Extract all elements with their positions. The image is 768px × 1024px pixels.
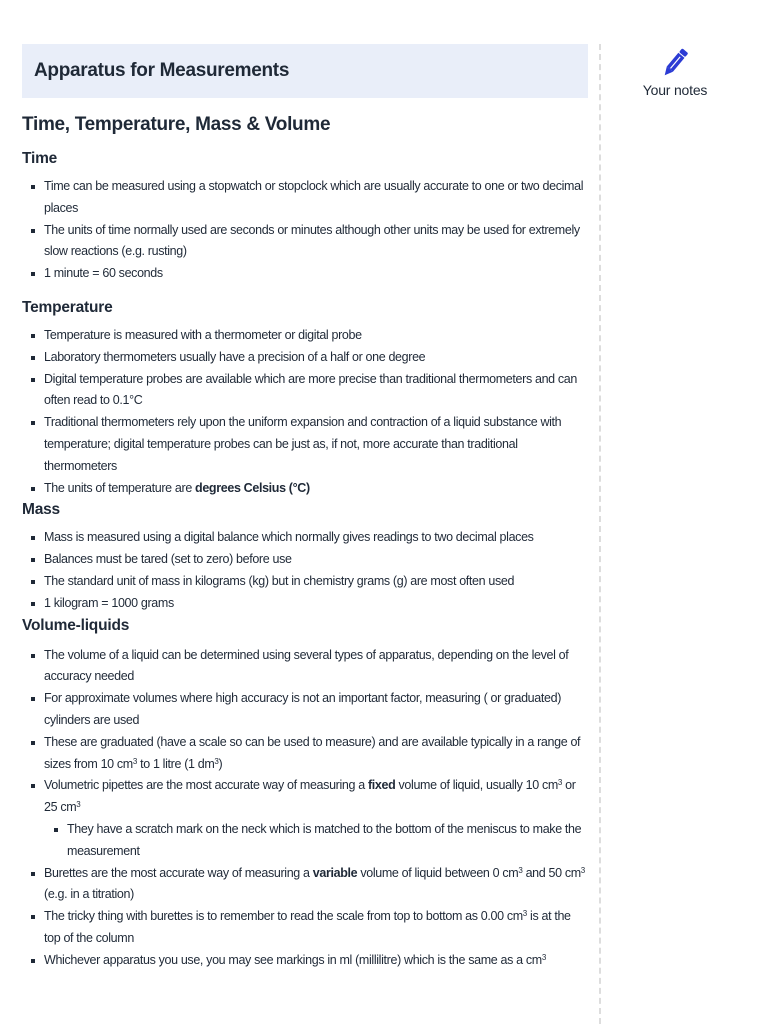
time-list (22, 176, 588, 285)
list-item: Balances must be tared (set to zero) before use (44, 549, 588, 571)
volume-list (22, 645, 588, 972)
title-banner (22, 44, 588, 98)
temperature-list (22, 325, 588, 499)
list-item: The tricky thing with burettes is to remember to read the scale from top to bottom as 0.00 $cm^3$ is at the top of the column (44, 906, 588, 950)
list-item: These are graduated (have a scale so can be used to measure) and are available typically in a range of sizes from 10 $cm^3$ to 1 litre (1 $dm^3$) (44, 732, 588, 776)
mass-heading: Mass (22, 501, 60, 519)
list-item: Time can be measured using a stopwatch or stopclock which are usually accurate to one or two decimal places (44, 176, 588, 220)
list-item: The units of time normally used are seconds or minutes although other units may be used for extremely slow reactions (e.g. rusting) (44, 220, 588, 264)
list-item: 1 kilogram = 1000 grams (44, 593, 588, 615)
list-item (44, 478, 588, 500)
time-heading: Time (22, 150, 58, 167)
list-item: Laboratory thermometers usually have a precision of a half or one degree (44, 347, 588, 369)
list-item: The standard unit of mass in kilograms (kg) but in chemistry grams (g) are most often used (44, 571, 588, 593)
list-item: Traditional thermometers rely upon the uniform expansion and contraction of a liquid substance with temperature; digital temperature probes can be just as, if not, more accurate than traditional thermometers (44, 412, 588, 477)
list-item: Volumetric pipettes are the most accurate way of measuring a fixed volume of liquid, usually 10 $cm^3$ or 25 $cm^3$ They have a scratch mark on the neck which is matched to the bottom of the meniscus to make the measurement (44, 775, 588, 862)
page-title: Apparatus for Measurements (34, 60, 290, 81)
list-item: For approximate volumes where high accuracy is not an important factor, measuring ( or graduated) cylinders are used (44, 688, 588, 732)
main-content (22, 44, 588, 972)
list-item: 1 minute = 60 seconds (44, 263, 588, 285)
list-item: Whichever apparatus you use, you may see markings in ml (millilitre) which is the same as a $cm^3$ (44, 950, 588, 972)
units-bold: degrees Celsius (°C) (195, 480, 310, 495)
your-notes-label: Your notes (642, 82, 708, 98)
temperature-heading: Temperature (22, 298, 113, 316)
sub-list-item: They have a scratch mark on the neck which is matched to the bottom of the meniscus to make the measurement (67, 819, 588, 863)
mass-list (22, 527, 588, 614)
sub-list (44, 819, 588, 863)
section-heading: Time, Temperature, Mass & Volume (22, 114, 331, 135)
volume-heading: Volume-liquids (22, 616, 130, 634)
notes-panel[interactable] (630, 46, 720, 98)
list-item: Temperature is measured with a thermometer or digital probe (44, 325, 588, 347)
list-item: Mass is measured using a digital balance which normally gives readings to two decimal places (44, 527, 588, 549)
list-item: Burettes are the most accurate way of measuring a variable volume of liquid between 0 $cm^3$ and 50 $cm^3$ (e.g. in a titration) (44, 863, 588, 907)
list-item: The volume of a liquid can be determined using several types of apparatus, depending on the level of accuracy needed (44, 645, 588, 689)
list-item: Digital temperature probes are available which are more precise than traditional thermometers and can often read to 0.1°C (44, 369, 588, 413)
pencil-icon[interactable] (660, 46, 690, 80)
units-text: The units of temperature are (44, 480, 196, 495)
notes-divider (599, 44, 601, 1024)
